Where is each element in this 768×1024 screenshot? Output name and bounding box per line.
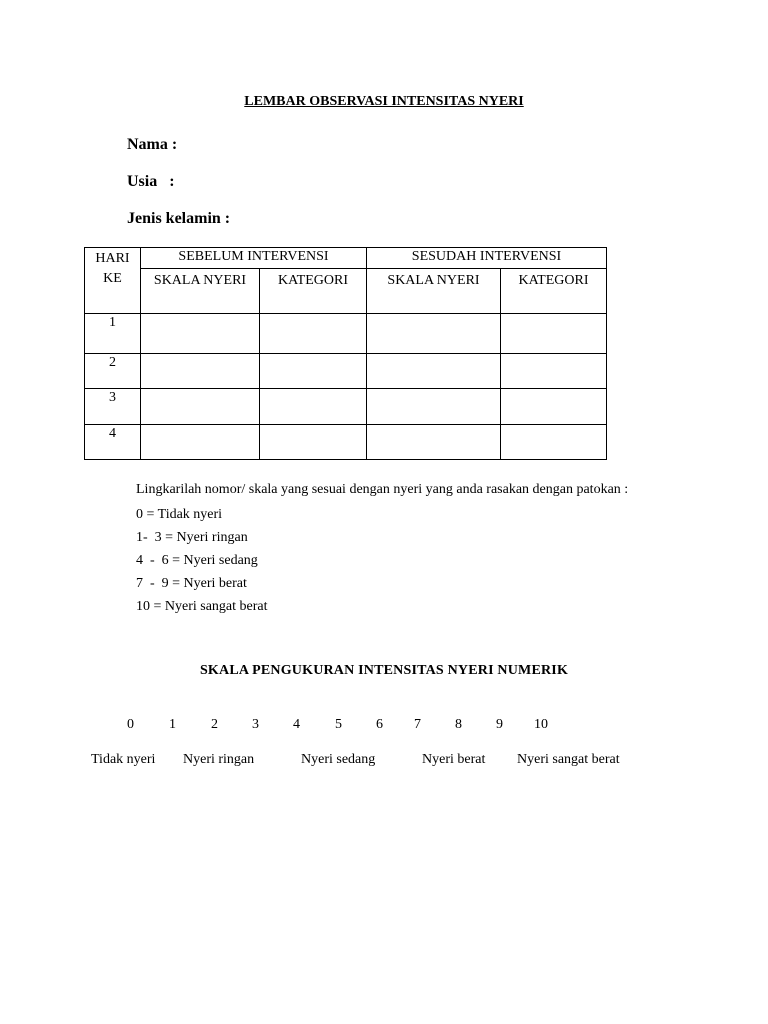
table-row (85, 389, 607, 425)
gender-field-label: Jenis kelamin : (127, 210, 231, 227)
pain-scale-before-cell[interactable] (141, 389, 260, 425)
table-row (85, 314, 607, 354)
pain-scale-before-cell[interactable] (141, 314, 260, 354)
legend-item: 1- 3 = Nyeri ringan (136, 530, 248, 545)
scale-number-5[interactable]: 5 (335, 717, 342, 732)
pain-scale-before-header (141, 269, 260, 314)
pain-scale-after-cell[interactable] (367, 425, 501, 460)
legend-item: 10 = Nyeri sangat berat (136, 599, 268, 614)
category-before-label: KATEGORI (278, 273, 348, 288)
scale-label-no-pain: Tidak nyeri (91, 752, 156, 767)
category-after-cell[interactable] (501, 425, 607, 460)
category-before-cell[interactable] (260, 389, 367, 425)
scale-number-10[interactable]: 10 (534, 717, 548, 732)
before-intervention-header (141, 248, 367, 269)
pain-scale-before-cell[interactable] (141, 354, 260, 389)
scale-label-very-severe: Nyeri sangat berat (517, 752, 620, 767)
pain-scale-after-cell[interactable] (367, 354, 501, 389)
day-number: 2 (109, 355, 116, 370)
day-number: 1 (109, 315, 116, 330)
table-row (85, 354, 607, 389)
scale-number-3[interactable]: 3 (252, 717, 259, 732)
after-intervention-header (367, 248, 607, 269)
scale-number-0[interactable]: 0 (127, 717, 134, 732)
day-cell (85, 354, 141, 389)
scale-label-mild: Nyeri ringan (183, 752, 255, 767)
category-before-header (260, 269, 367, 314)
category-before-cell[interactable] (260, 425, 367, 460)
scale-number-6[interactable]: 6 (376, 717, 383, 732)
scale-title: SKALA PENGUKURAN INTENSITAS NYERI NUMERIK (199, 663, 569, 678)
scale-number-2[interactable]: 2 (211, 717, 218, 732)
day-cell (85, 389, 141, 425)
day-number: 3 (109, 390, 116, 405)
scale-label-moderate: Nyeri sedang (301, 752, 376, 767)
day-number: 4 (109, 426, 116, 441)
pain-scale-after-cell[interactable] (367, 389, 501, 425)
observation-table (84, 247, 607, 460)
pain-scale-after-cell[interactable] (367, 314, 501, 354)
day-cell (85, 425, 141, 460)
legend-item: 4 - 6 = Nyeri sedang (136, 553, 258, 568)
age-field-label: Usia : (127, 173, 175, 190)
category-before-cell[interactable] (260, 314, 367, 354)
document-title: LEMBAR OBSERVASI INTENSITAS NYERI (244, 94, 524, 109)
pain-scale-before-label: SKALA NYERI (153, 273, 247, 288)
day-cell (85, 314, 141, 354)
scale-number-9[interactable]: 9 (496, 717, 503, 732)
observation-table-container (84, 247, 607, 460)
scale-number-8[interactable]: 8 (455, 717, 462, 732)
category-before-cell[interactable] (260, 354, 367, 389)
scale-number-1[interactable]: 1 (169, 717, 176, 732)
category-after-label: KATEGORI (518, 273, 589, 288)
category-after-cell[interactable] (501, 314, 607, 354)
category-after-cell[interactable] (501, 354, 607, 389)
pain-scale-after-label: SKALA NYERI (387, 273, 480, 288)
instructions-block (136, 481, 636, 618)
after-intervention-label: SESUDAH INTERVENSI (411, 249, 562, 264)
before-intervention-label: SEBELUM INTERVENSI (178, 249, 329, 264)
pain-scale-after-header (367, 269, 501, 314)
day-column-header (85, 248, 141, 314)
category-after-cell[interactable] (501, 389, 607, 425)
day-column-header-label: HARI KE (95, 251, 130, 286)
name-field-label: Nama : (127, 136, 178, 153)
scale-label-severe: Nyeri berat (422, 752, 486, 767)
category-after-header (501, 269, 607, 314)
legend-item: 0 = Tidak nyeri (136, 507, 223, 522)
instructions-intro: Lingkarilah nomor/ skala yang sesuai dengan nyeri yang anda rasakan dengan patokan : (136, 482, 629, 497)
pain-scale-before-cell[interactable] (141, 425, 260, 460)
scale-number-7[interactable]: 7 (414, 717, 421, 732)
table-row (85, 425, 607, 460)
scale-number-4[interactable]: 4 (293, 717, 300, 732)
legend-item: 7 - 9 = Nyeri berat (136, 576, 247, 591)
